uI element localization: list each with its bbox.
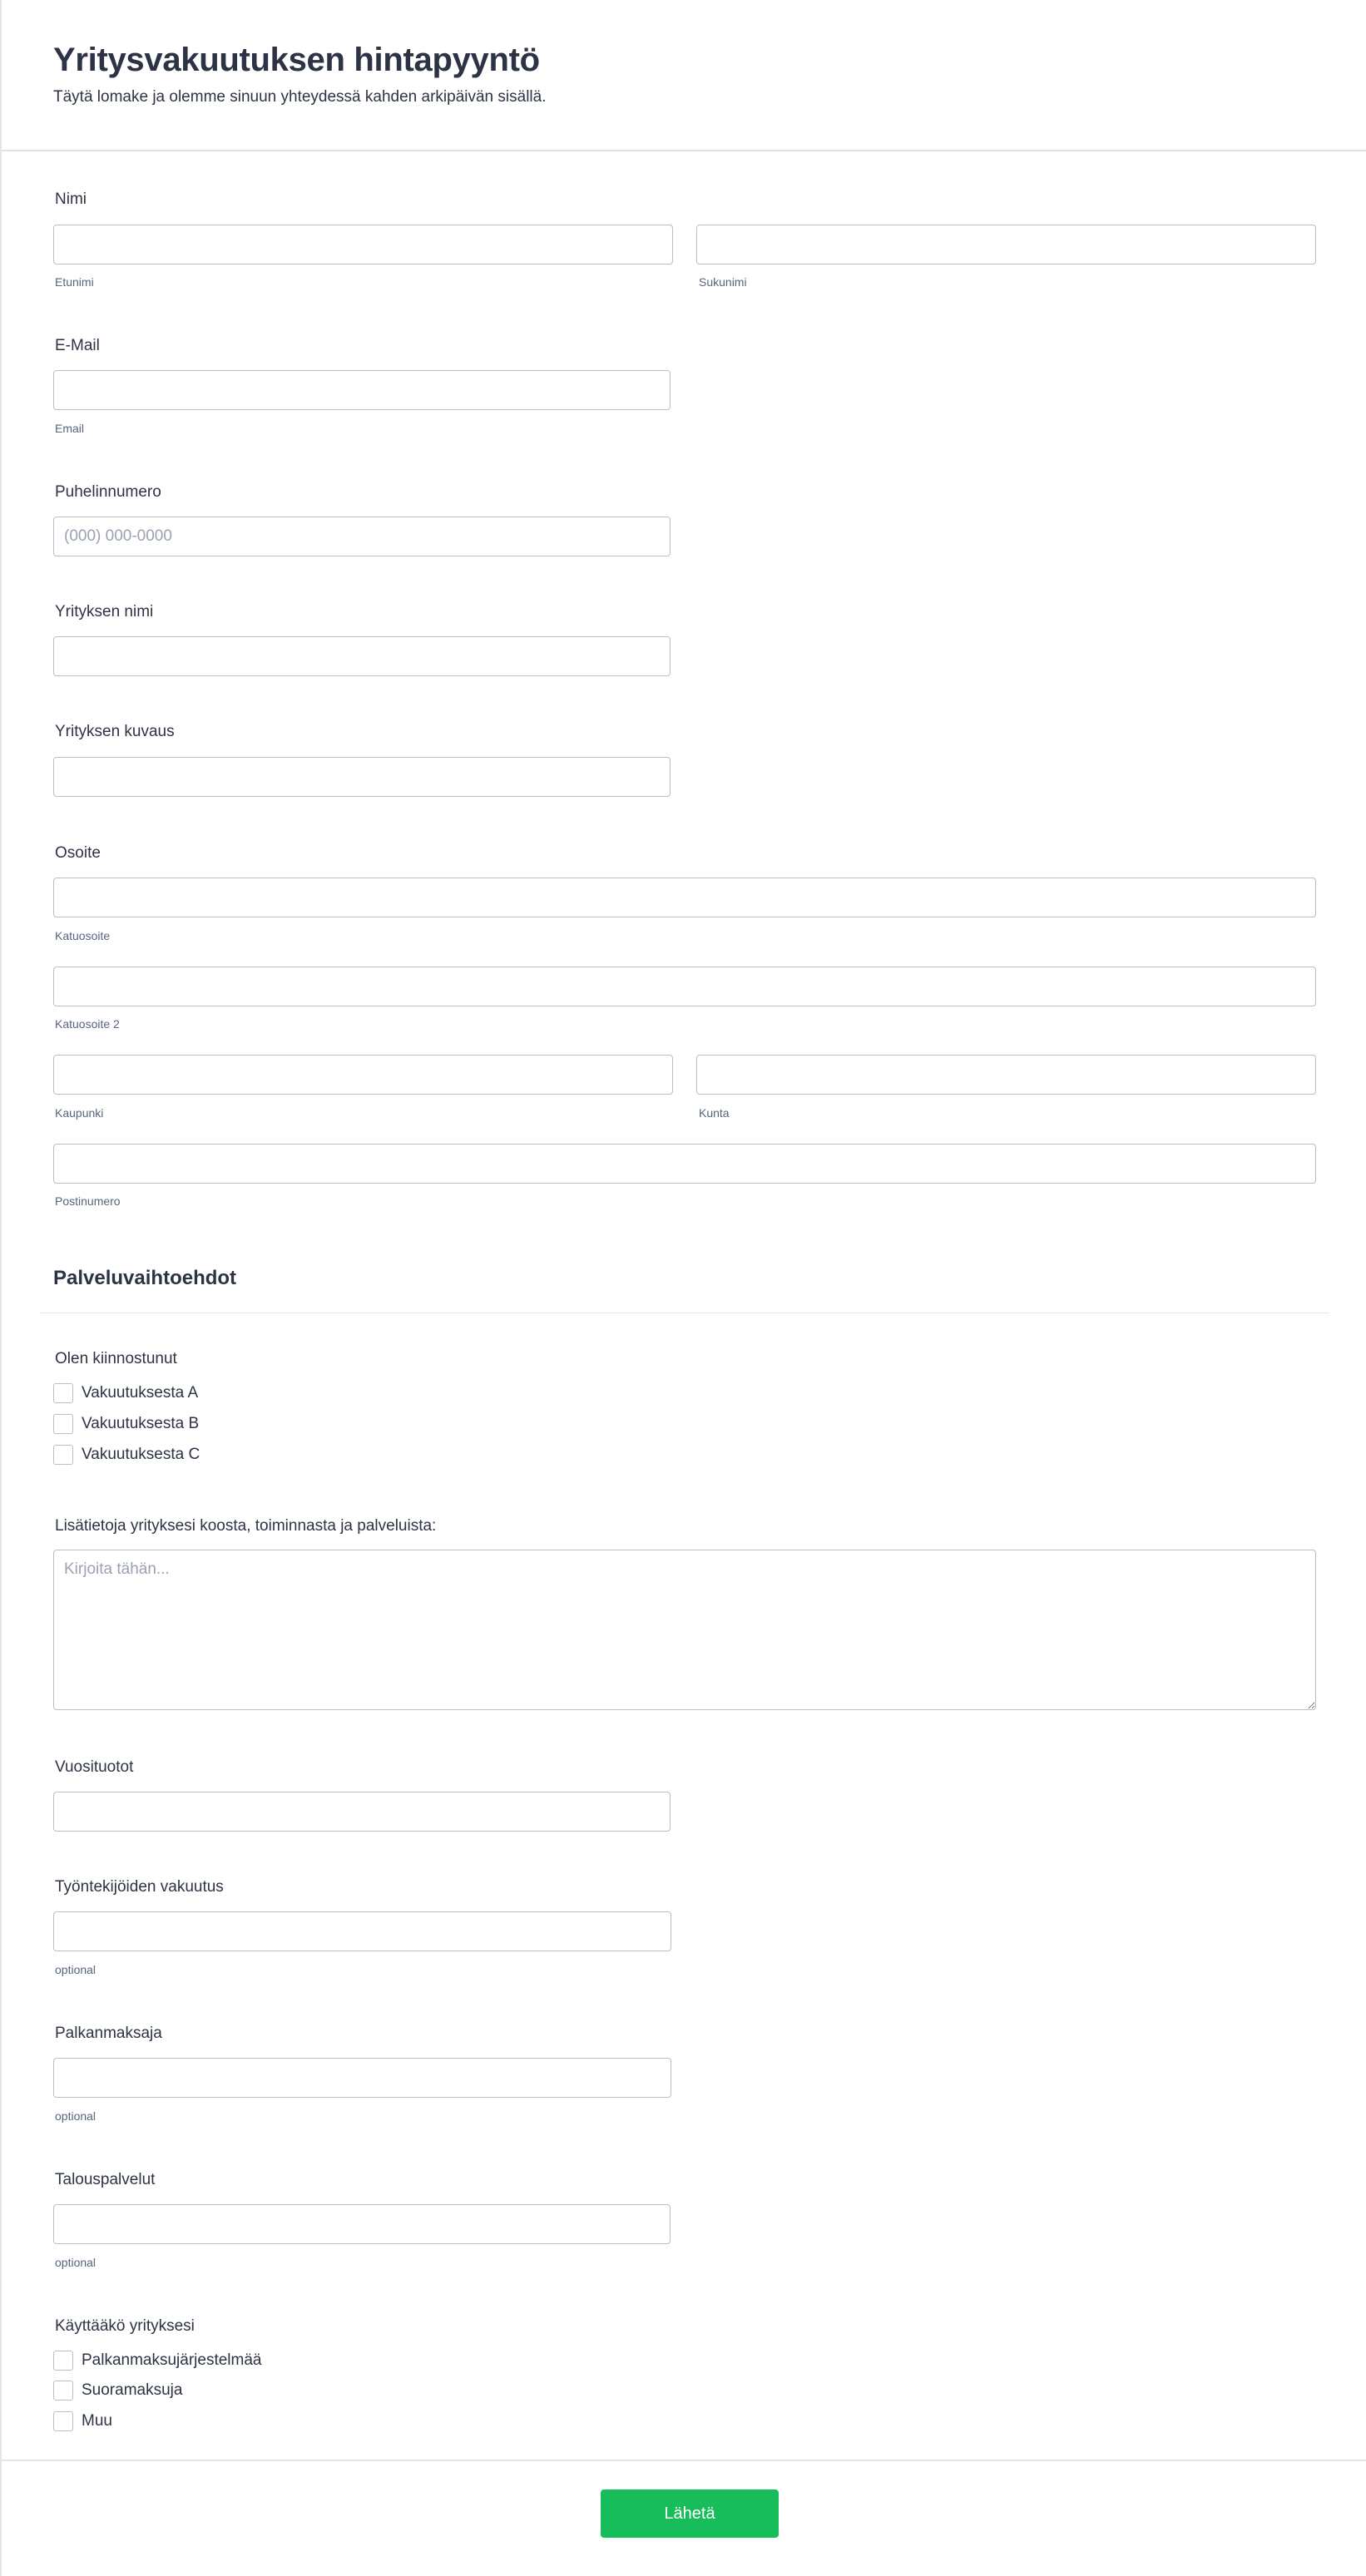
services-section-title: Palveluvaihtoehdot: [53, 1267, 237, 1289]
checkbox[interactable]: [53, 2351, 73, 2371]
checkbox[interactable]: [53, 2381, 73, 2400]
revenue-label: Vuosituotot: [55, 1758, 134, 1776]
finance-sublabel: optional: [55, 2256, 97, 2269]
email-input[interactable]: [53, 370, 671, 410]
uses-label: Käyttääkö yrityksesi: [55, 2317, 195, 2335]
last-name-input[interactable]: [696, 225, 1316, 265]
postal-code-sublabel: Postinumero: [55, 1194, 121, 1208]
option-label: Palkanmaksujärjestelmää: [82, 2351, 262, 2369]
interest-label: Olen kiinnostunut: [55, 1350, 177, 1367]
company-description-label: Yrityksen kuvaus: [55, 723, 175, 740]
form-header: [2, 0, 1366, 151]
company-description-input[interactable]: [53, 757, 671, 797]
name-label: Nimi: [55, 190, 87, 208]
checkbox[interactable]: [53, 1383, 73, 1403]
employee-insurance-label: Työntekijöiden vakuutus: [55, 1878, 224, 1896]
form-title: Yritysvakuutuksen hintapyyntö: [53, 42, 540, 78]
submit-button[interactable]: Lähetä: [601, 2489, 779, 2538]
employee-insurance-sublabel: optional: [55, 1963, 97, 1976]
option-other[interactable]: [53, 2410, 112, 2432]
option-label: Suoramaksuja: [82, 2381, 183, 2399]
payroll-label: Palkanmaksaja: [55, 2025, 162, 2042]
street-address-input[interactable]: [53, 878, 1316, 917]
phone-label: Puhelinnumero: [55, 483, 161, 501]
payroll-sublabel: optional: [55, 2109, 97, 2123]
region-sublabel: Kunta: [699, 1106, 730, 1120]
option-insurance-b[interactable]: [53, 1413, 199, 1435]
street-address-2-input[interactable]: [53, 967, 1316, 1006]
city-input[interactable]: [53, 1055, 673, 1095]
region-input[interactable]: [696, 1055, 1316, 1095]
street-address-sublabel: Katuosoite: [55, 929, 111, 942]
finance-input[interactable]: [53, 2204, 671, 2244]
form-subtitle: Täytä lomake ja olemme sinuun yhteydessä kahden arkipäivän sisällä.: [53, 88, 547, 106]
checkbox[interactable]: [53, 1445, 73, 1465]
email-label: E-Mail: [55, 337, 100, 354]
option-label: Vakuutuksesta B: [82, 1415, 200, 1432]
details-textarea[interactable]: [53, 1550, 1316, 1710]
option-direct-payments[interactable]: [53, 2380, 182, 2401]
checkbox[interactable]: [53, 1414, 73, 1434]
address-label: Osoite: [55, 844, 101, 862]
phone-input[interactable]: [53, 517, 671, 556]
option-insurance-a[interactable]: [53, 1382, 198, 1404]
option-label: Vakuutuksesta A: [82, 1384, 199, 1402]
option-payroll-system[interactable]: [53, 2350, 262, 2371]
details-label: Lisätietoja yrityksesi koosta, toiminnasta ja palveluista:: [55, 1517, 437, 1535]
city-sublabel: Kaupunki: [55, 1106, 104, 1120]
revenue-input[interactable]: [53, 1792, 671, 1832]
employee-insurance-input[interactable]: [53, 1911, 671, 1951]
first-name-sublabel: Etunimi: [55, 275, 94, 289]
email-sublabel: Email: [55, 422, 85, 435]
company-name-input[interactable]: [53, 636, 671, 676]
company-name-label: Yrityksen nimi: [55, 603, 154, 621]
finance-label: Talouspalvelut: [55, 2171, 156, 2188]
last-name-sublabel: Sukunimi: [699, 275, 747, 289]
checkbox[interactable]: [53, 2411, 73, 2431]
option-label: Muu: [82, 2412, 112, 2430]
payroll-input[interactable]: [53, 2058, 671, 2098]
first-name-input[interactable]: [53, 225, 673, 265]
form-footer: [2, 2460, 1366, 2576]
option-label: Vakuutuksesta C: [82, 1446, 200, 1463]
postal-code-input[interactable]: [53, 1144, 1316, 1184]
option-insurance-c[interactable]: [53, 1444, 200, 1466]
street-address-2-sublabel: Katuosoite 2: [55, 1017, 120, 1031]
